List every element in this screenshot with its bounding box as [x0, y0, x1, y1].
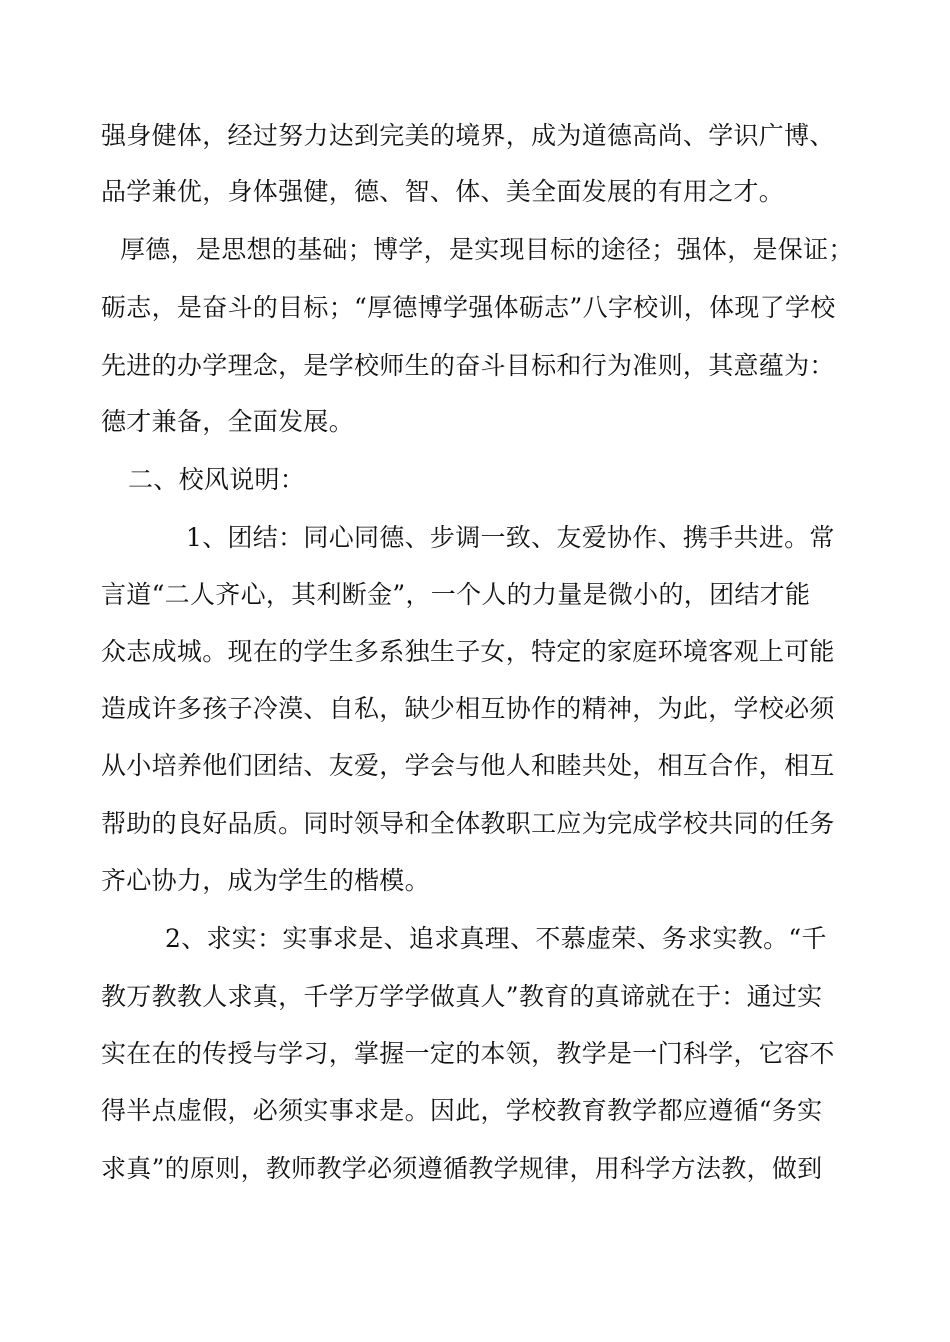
text-line: 2、求实：实事求是、追求真理、不慕虚荣、务求实教。“千 [165, 924, 827, 953]
text-line: 帮助的良好品质。同时领导和全体教职工应为完成学校共同的任务 [101, 809, 835, 838]
text-line: 厚德，是思想的基础；博学，是实现目标的途径；强体，是保证； [120, 235, 854, 264]
text-line: 得半点虚假，必须实事求是。因此，学校教育教学都应遵循“务实 [101, 1096, 823, 1125]
text-line: 品学兼优，身体强健，德、智、体、美全面发展的有用之才。 [101, 177, 785, 206]
text-line: 德才兼备，全面发展。 [101, 407, 355, 436]
text-line: 砺志，是奋斗的目标；“厚德博学强体砺志”八字校训，体现了学校 [101, 293, 836, 322]
text-line: 强身健体，经过努力达到完美的境界，成为道德高尚、学识广博、 [101, 121, 835, 150]
text-line: 实在在的传授与学习，掌握一定的本领，教学是一门科学，它容不 [101, 1039, 835, 1068]
text-line: 齐心协力，成为学生的楷模。 [101, 866, 430, 895]
text-line: 从小培养他们团结、友爱，学会与他人和睦共处，相互合作，相互 [101, 751, 835, 780]
text-line: 造成许多孩子冷漠、自私，缺少相互协作的精神，为此，学校必须 [101, 694, 835, 723]
text-line: 教万教教人求真，千学万学学做真人”教育的真谛就在于：通过实 [101, 982, 823, 1011]
section-heading: 二、校风说明： [128, 465, 306, 494]
text-line: 求真”的原则，教师教学必须遵循教学规律，用科学方法教，做到 [101, 1154, 823, 1183]
text-line: 众志成城。现在的学生多系独生子女，特定的家庭环境客观上可能 [101, 637, 835, 666]
text-line: 先进的办学理念，是学校师生的奋斗目标和行为准则，其意蕴为： [101, 351, 835, 380]
text-line: 1、团结：同心同德、步调一致、友爱协作、携手共进。常 [186, 523, 835, 552]
text-line: 言道“二人齐心，其利断金”，一个人的力量是微小的，团结才能 [101, 580, 811, 609]
